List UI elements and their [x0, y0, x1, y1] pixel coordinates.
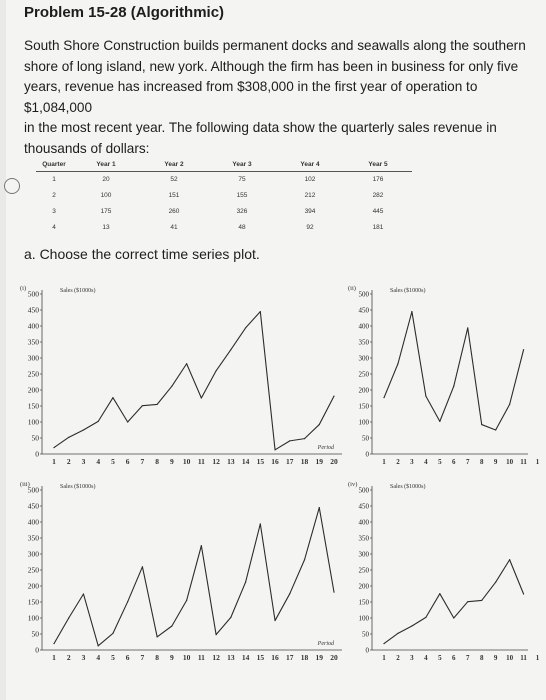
- chart-option-iii[interactable]: [20, 480, 354, 670]
- y-tick-label: 400: [358, 322, 369, 331]
- problem-title: Problem 15-28 (Algorithmic): [24, 4, 225, 21]
- y-tick-label: 50: [362, 434, 369, 443]
- data-point: [83, 429, 84, 430]
- y-tick-label: 100: [358, 614, 369, 623]
- y-tick-label: 0: [365, 646, 369, 655]
- table-header: Year 4: [276, 160, 344, 172]
- y-tick-label: 300: [27, 549, 39, 559]
- x-tick-label: 9: [170, 457, 174, 466]
- y-tick-label: 500: [358, 486, 369, 495]
- y-tick-label: 350: [358, 534, 369, 543]
- chart-option-label: (i): [20, 285, 27, 292]
- table-cell: 13: [102, 224, 110, 231]
- data-point: [467, 601, 468, 602]
- x-tick-label: 3: [410, 458, 414, 466]
- table-cell: 260: [168, 208, 180, 215]
- data-point: [383, 397, 384, 398]
- table-cell: 175: [100, 208, 112, 215]
- y-tick-label: 0: [35, 645, 39, 655]
- y-tick-label: 50: [362, 630, 369, 639]
- y-tick-label: 350: [27, 337, 39, 347]
- table-cell: 20: [102, 176, 110, 183]
- data-point: [157, 636, 158, 637]
- table-cell: 394: [304, 208, 316, 215]
- table-cell: 445: [372, 208, 384, 215]
- data-point: [304, 559, 305, 560]
- x-tick-label: 4: [96, 653, 101, 662]
- data-point: [425, 395, 426, 396]
- data-point: [230, 617, 231, 618]
- table-cell: 52: [170, 176, 178, 183]
- y-tick-label: 200: [27, 385, 39, 395]
- data-point: [481, 600, 482, 601]
- table-cell: 326: [236, 208, 248, 215]
- data-point: [157, 404, 158, 405]
- data-point: [481, 424, 482, 425]
- description-line: shore of long island, new york. Although the firm has been in business for only five: [24, 58, 519, 74]
- y-tick-label: 400: [27, 517, 39, 527]
- table-cell: 176: [372, 176, 384, 183]
- data-point: [216, 370, 217, 371]
- y-tick-label: 150: [358, 402, 369, 411]
- table-cell: 48: [238, 224, 246, 231]
- table-cell: 102: [304, 176, 316, 183]
- table-cell: 282: [372, 192, 384, 199]
- data-point: [304, 438, 305, 439]
- data-point: [523, 593, 524, 594]
- x-tick-label: 8: [155, 653, 160, 662]
- y-tick-label: 250: [358, 566, 369, 575]
- table-row: [36, 220, 412, 236]
- series-line: [54, 312, 334, 450]
- y-tick-label: 0: [35, 449, 39, 459]
- table-cell: 75: [238, 176, 246, 183]
- x-tick-label: 7: [140, 653, 145, 662]
- x-tick-label: 13: [227, 457, 235, 466]
- y-tick-label: 200: [27, 581, 39, 591]
- y-tick-label: 450: [27, 305, 39, 315]
- y-tick-label: 350: [358, 338, 369, 347]
- data-point: [495, 582, 496, 583]
- y-tick-label: 150: [27, 597, 39, 607]
- table-row: [36, 172, 412, 189]
- data-point: [68, 437, 69, 438]
- x-axis-label: Period: [317, 641, 334, 647]
- data-point: [425, 617, 426, 618]
- x-tick-label: 1: [382, 654, 386, 662]
- x-tick-label: 17: [286, 653, 294, 662]
- x-tick-label: 17: [286, 457, 294, 466]
- data-point: [439, 593, 440, 594]
- chart-option-i[interactable]: [20, 284, 354, 474]
- data-point: [509, 404, 510, 405]
- x-tick-label: 10: [506, 654, 514, 662]
- x-tick-label: 5: [111, 457, 115, 466]
- x-tick-label: 3: [81, 457, 86, 466]
- description-line: South Shore Construction builds permanent docks and seawalls along the southern: [24, 38, 526, 53]
- x-tick-label: 11: [520, 458, 527, 466]
- table-cell: 3: [52, 208, 56, 215]
- y-tick-label: 300: [358, 550, 369, 559]
- data-point: [230, 349, 231, 350]
- data-point: [142, 566, 143, 567]
- y-tick-label: 350: [27, 533, 39, 543]
- side-expand-tab[interactable]: [4, 178, 20, 194]
- x-tick-label: 15: [256, 653, 265, 662]
- problem-page: [6, 0, 546, 700]
- table-cell: 2: [52, 192, 56, 199]
- data-point: [333, 591, 334, 592]
- x-tick-label: 14: [241, 457, 250, 466]
- y-axis-label: Sales ($1000s): [390, 288, 426, 294]
- data-point: [439, 421, 440, 422]
- x-tick-label: 18: [300, 457, 309, 466]
- data-point: [397, 363, 398, 364]
- x-tick-label: 9: [493, 654, 498, 662]
- data-point: [453, 386, 454, 387]
- x-tick-label: 11: [197, 653, 205, 662]
- data-point: [411, 311, 412, 312]
- problem-description: [24, 36, 544, 160]
- data-point: [112, 633, 113, 634]
- table-header: Year 3: [208, 160, 276, 172]
- data-point: [319, 507, 320, 508]
- x-tick-label: 18: [300, 653, 309, 662]
- x-tick-label: 8: [479, 458, 484, 466]
- data-point: [260, 523, 261, 524]
- y-tick-label: 400: [27, 321, 39, 331]
- data-point: [523, 349, 524, 350]
- data-point: [289, 593, 290, 594]
- data-point: [171, 625, 172, 626]
- data-point: [68, 617, 69, 618]
- question-prompt: a. Choose the correct time series plot.: [24, 246, 260, 262]
- table-row: [36, 204, 412, 220]
- y-tick-label: 100: [358, 418, 369, 427]
- data-point: [453, 617, 454, 618]
- series-line: [54, 508, 334, 646]
- description-line: in the most recent year. The following data show the quarterly sales revenue in: [24, 120, 497, 136]
- y-tick-label: 250: [358, 370, 369, 379]
- x-tick-label: 10: [182, 653, 191, 662]
- y-axis-label: Sales ($1000s): [390, 484, 426, 490]
- x-tick-label: 7: [465, 458, 470, 466]
- x-tick-label: 6: [125, 653, 130, 662]
- series-line: [384, 312, 524, 430]
- y-tick-label: 450: [358, 306, 369, 315]
- x-tick-label: 6: [452, 654, 456, 662]
- x-tick-label: 16: [271, 653, 279, 662]
- data-point: [83, 593, 84, 594]
- description-line: thousands of dollars:: [24, 140, 150, 156]
- data-point: [319, 424, 320, 425]
- data-point: [216, 634, 217, 635]
- data-point: [186, 363, 187, 364]
- x-tick-label: 1: [52, 653, 56, 662]
- table-cell: 151: [168, 192, 180, 199]
- y-tick-label: 250: [27, 369, 39, 379]
- x-tick-label: 10: [506, 458, 514, 466]
- y-tick-label: 500: [358, 290, 369, 299]
- chart-option-ii[interactable]: [348, 284, 540, 474]
- data-point: [127, 601, 128, 602]
- x-tick-label: 20: [330, 457, 338, 466]
- chart-option-iv[interactable]: [348, 480, 540, 670]
- data-point: [186, 600, 187, 601]
- data-point: [142, 405, 143, 406]
- x-tick-label: 2: [66, 653, 71, 662]
- x-tick-label: 8: [155, 457, 160, 466]
- data-point: [397, 633, 398, 634]
- x-axis-label: Period: [317, 445, 334, 451]
- data-point: [53, 447, 54, 448]
- y-axis-label: Sales ($1000s): [60, 484, 96, 490]
- table-row: [36, 188, 412, 204]
- table-header: Year 5: [344, 160, 412, 172]
- x-tick-label: 1: [535, 654, 540, 662]
- chart-option-label: (ii): [348, 285, 356, 292]
- x-tick-label: 8: [479, 654, 484, 662]
- x-tick-label: 7: [465, 654, 470, 662]
- x-tick-label: 2: [396, 458, 400, 466]
- table-header: Year 2: [140, 160, 208, 172]
- series-line: [384, 560, 524, 644]
- x-tick-label: 11: [520, 654, 527, 662]
- x-tick-label: 4: [424, 654, 428, 662]
- x-tick-label: 1: [535, 458, 540, 466]
- data-point: [201, 397, 202, 398]
- data-point: [245, 327, 246, 328]
- x-tick-label: 15: [256, 457, 265, 466]
- x-tick-label: 1: [382, 458, 386, 466]
- x-tick-label: 16: [271, 457, 279, 466]
- data-point: [260, 311, 261, 312]
- y-tick-label: 450: [27, 501, 39, 511]
- data-point: [509, 559, 510, 560]
- y-axis-label: Sales ($1000s): [60, 288, 96, 294]
- data-point: [201, 545, 202, 546]
- table-cell: 1: [52, 176, 56, 183]
- y-tick-label: 100: [27, 613, 39, 623]
- x-tick-label: 10: [182, 457, 191, 466]
- x-tick-label: 1: [52, 457, 56, 466]
- x-tick-label: 6: [452, 458, 456, 466]
- data-point: [333, 395, 334, 396]
- data-point: [411, 625, 412, 626]
- table-header-row: [36, 160, 412, 172]
- y-tick-label: 500: [27, 289, 39, 299]
- data-point: [274, 449, 275, 450]
- x-tick-label: 5: [438, 458, 442, 466]
- x-tick-label: 9: [493, 458, 498, 466]
- x-tick-label: 4: [424, 458, 428, 466]
- y-tick-label: 400: [358, 518, 369, 527]
- x-tick-label: 12: [212, 457, 220, 466]
- data-point: [467, 327, 468, 328]
- chart-option-label: (iii): [20, 481, 30, 488]
- x-tick-label: 2: [396, 654, 400, 662]
- table-cell: 100: [100, 192, 112, 199]
- x-tick-label: 14: [241, 653, 250, 662]
- x-tick-label: 4: [96, 457, 101, 466]
- x-tick-label: 19: [315, 457, 324, 466]
- x-tick-label: 11: [197, 457, 205, 466]
- y-tick-label: 200: [358, 582, 369, 591]
- table-cell: 212: [304, 192, 316, 199]
- x-tick-label: 13: [227, 653, 235, 662]
- table-cell: 155: [236, 192, 248, 199]
- x-tick-label: 5: [111, 653, 115, 662]
- data-point: [289, 440, 290, 441]
- data-point: [98, 421, 99, 422]
- y-tick-label: 50: [31, 629, 39, 639]
- table-cell: 4: [52, 224, 56, 231]
- x-tick-label: 2: [66, 457, 71, 466]
- y-tick-label: 500: [27, 485, 39, 495]
- y-tick-label: 250: [27, 565, 39, 575]
- data-point: [171, 386, 172, 387]
- y-tick-label: 150: [27, 401, 39, 411]
- table-cell: 181: [372, 224, 384, 231]
- y-tick-label: 0: [365, 450, 369, 459]
- y-tick-label: 450: [358, 502, 369, 511]
- data-point: [245, 582, 246, 583]
- x-tick-label: 7: [140, 457, 145, 466]
- x-tick-label: 3: [410, 654, 414, 662]
- x-tick-label: 12: [212, 653, 220, 662]
- data-point: [98, 645, 99, 646]
- description-line: years, revenue has increased from $308,000 in the first year of operation to $1,084,000: [24, 79, 478, 115]
- y-tick-label: 100: [27, 417, 39, 427]
- table-cell: 92: [306, 224, 314, 231]
- data-point: [274, 620, 275, 621]
- table-header: Quarter: [36, 160, 72, 172]
- data-point: [127, 421, 128, 422]
- sales-table: [36, 160, 412, 236]
- x-tick-label: 6: [125, 457, 130, 466]
- data-point: [112, 397, 113, 398]
- y-tick-label: 300: [358, 354, 369, 363]
- data-point: [383, 643, 384, 644]
- y-tick-label: 200: [358, 386, 369, 395]
- x-tick-label: 20: [330, 653, 338, 662]
- x-tick-label: 9: [170, 653, 174, 662]
- data-point: [53, 643, 54, 644]
- x-tick-label: 5: [438, 654, 442, 662]
- x-tick-label: 3: [81, 653, 86, 662]
- chart-option-label: (iv): [348, 481, 358, 488]
- table-cell: 41: [170, 224, 178, 231]
- y-tick-label: 300: [27, 353, 39, 363]
- y-tick-label: 150: [358, 598, 369, 607]
- y-tick-label: 50: [31, 433, 39, 443]
- data-point: [495, 429, 496, 430]
- table-header: Year 1: [72, 160, 140, 172]
- x-tick-label: 19: [315, 653, 324, 662]
